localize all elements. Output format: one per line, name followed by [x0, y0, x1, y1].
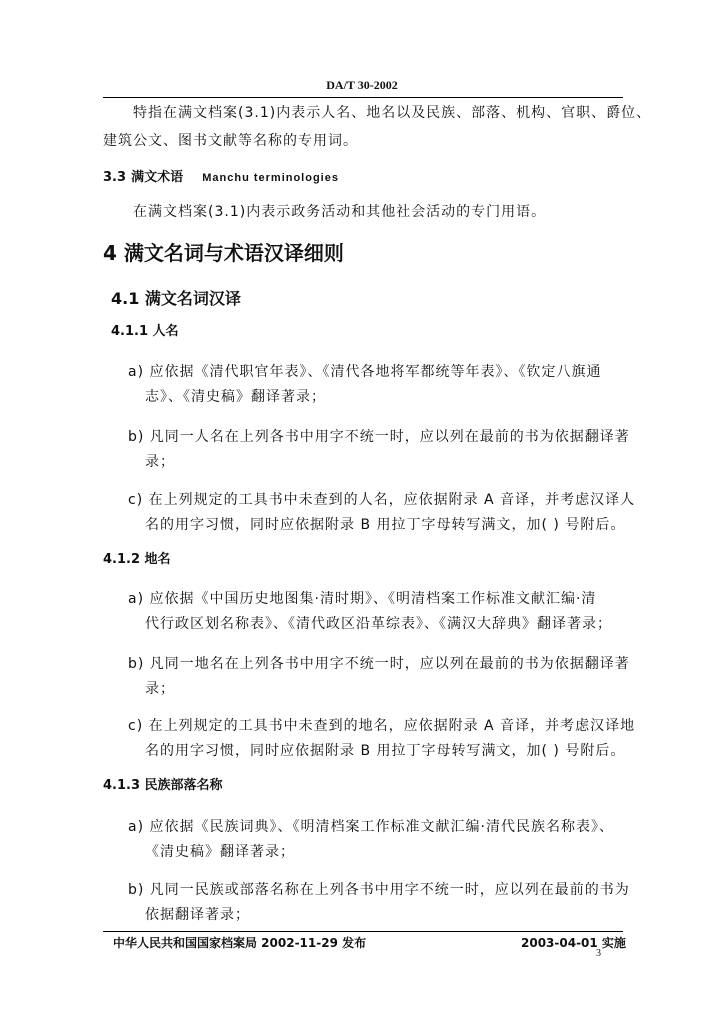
section-4-1-2-title: 4.1.2 地名 — [103, 552, 171, 567]
standard-code-header: DA/T 30-2002 — [326, 78, 398, 92]
list-item-cont: 名的用字习惯，同时应依据附录 B 用拉丁字母转写满文，加( ) 号附后。 — [145, 743, 626, 759]
section-4-1-3-title: 4.1.3 民族部落名称 — [103, 778, 223, 793]
list-item-cont: 录； — [145, 681, 175, 697]
list-item-cont: 录； — [145, 454, 175, 470]
list-item-cont: 代行政区划名称表》、《清代政区沿革综表》、《满汉大辞典》翻译著录； — [145, 616, 612, 632]
list-item: c) 在上列规定的工具书中未查到的人名，应依据附录 A 音译，并考虑汉译人 — [128, 492, 636, 508]
term-3-3-english: Manchu terminologies — [202, 172, 339, 184]
list-item: a) 应依据《民族词典》、《明清档案工作标准文献汇编·清代民族名称表》、 — [128, 819, 614, 835]
section-4-1-title: 4.1 满文名词汉译 — [111, 289, 241, 308]
header-rule — [103, 97, 623, 98]
footer-rule — [103, 931, 623, 932]
list-item: a) 应依据《清代职官年表》、《清代各地将军都统等年表》、《钦定八旗通 — [128, 364, 602, 380]
section-4-1-1-title: 4.1.1 人名 — [111, 324, 179, 339]
term-3-3-number: 3.3 — [103, 170, 127, 185]
intro-line-1: 特指在满文档案(3.1)内表示人名、地名以及民族、部落、机构、官职、爵位、 — [133, 105, 652, 121]
implemented-date: 2003-04-01 实施 — [521, 936, 626, 950]
issued-date: 中华人民共和国国家档案局 2002-11-29 发布 — [113, 936, 367, 950]
list-item-cont: 《清史稿》翻译著录； — [145, 844, 295, 860]
list-item-cont: 志》、《清史稿》翻译著录； — [145, 389, 326, 405]
list-item: b) 凡同一民族或部落名称在上列各书中用字不统一时，应以列在最前的书为 — [128, 882, 630, 898]
term-3-3-definition: 在满文档案(3.1)内表示政务活动和其他社会活动的专门用语。 — [133, 204, 547, 220]
chapter-4-title: 4 满文名词与术语汉译细则 — [103, 241, 344, 265]
list-item-cont: 依据翻译著录； — [145, 907, 250, 923]
page-number: 3 — [596, 948, 601, 959]
list-item: a) 应依据《中国历史地图集·清时期》、《明清档案工作标准文献汇编·清 — [128, 591, 597, 607]
term-3-3-title: 满文术语 — [131, 170, 184, 185]
term-3-3-heading — [103, 166, 339, 185]
list-item-cont: 名的用字习惯，同时应依据附录 B 用拉丁字母转写满文，加( ) 号附后。 — [145, 517, 626, 533]
list-item: b) 凡同一人名在上列各书中用字不统一时，应以列在最前的书为依据翻译著 — [128, 429, 630, 445]
list-item: b) 凡同一地名在上列各书中用字不统一时，应以列在最前的书为依据翻译著 — [128, 656, 630, 672]
list-item: c) 在上列规定的工具书中未查到的地名，应依据附录 A 音译，并考虑汉译地 — [128, 718, 636, 734]
intro-line-2: 建筑公文、图书文献等名称的专用词。 — [103, 133, 358, 149]
